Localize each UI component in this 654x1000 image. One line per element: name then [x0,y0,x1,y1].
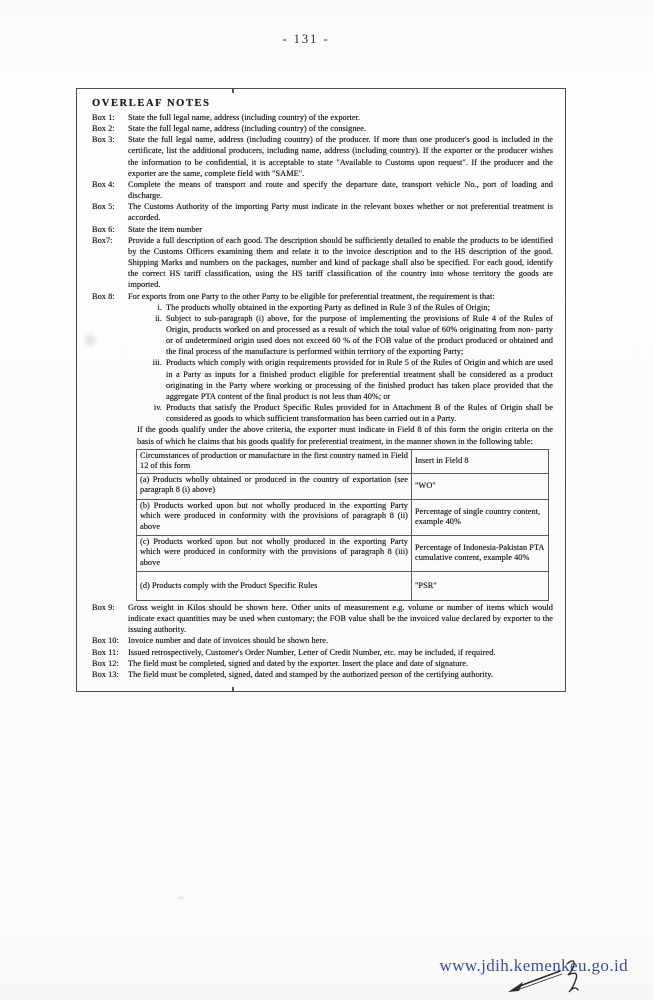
table-row-d [137,571,549,600]
note-box-1 [92,112,553,123]
note-label: Box 8: [92,291,115,301]
scan-tick-mark [232,89,234,93]
table-cell: "WO" [412,473,549,499]
note-label: Box7: [92,235,113,245]
note-label: Box 13: [92,669,119,679]
subitem-label: iv. [153,403,162,413]
note-box-3 [92,134,553,179]
note-label: Box 5: [92,202,115,212]
note-text: State the full legal name, address (including country) of the consignee. [128,124,367,134]
table-header-cell-circumstances: Circumstances of production or manufacture in the first country named in Field 12 of this form [137,449,412,473]
subitem-text: Subject to sub-paragraph (i) above, for the purpose of implementing the provisions of Rule 4 of the Rules of Origin, products worked on and processed as a result of which the total value of 60% originating from non- party or of undetermined origin used does not exceed 60 % of the FOB value of the product produced or obtained and the final process of the manufacture is performed within territory of the exporting Party; [166,313,553,357]
note-label: Box 9: [92,602,115,612]
table-row-c [137,535,549,571]
table-cell: "PSR" [412,571,549,600]
note-text: Invoice number and date of invoices should be shown here. [128,636,329,646]
table-cell: (a) Products wholly obtained or produced in the country of exportation (see paragraph 8 (i) above) [137,473,412,499]
table-row-a [137,473,549,499]
table-cell: (d) Products comply with the Product Specific Rules [137,571,412,600]
note-label: Box 4: [92,179,115,189]
signature-scribble-icon [498,958,598,1000]
note-text: State the item number [128,224,203,234]
subitem-label: iii. [152,358,162,368]
note-box-6 [92,224,553,235]
note-label: Box 3: [92,135,115,145]
scan-tick-mark [232,687,234,691]
note-box-8-subitem-ii [149,313,553,358]
table-cell: Percentage of single country content, example 40% [412,499,549,535]
note-label: Box 10: [92,636,119,646]
table-cell: Percentage of Indonesia-Pakistan PTA cumulative content, example 40% [412,535,549,571]
subitem-label: i. [157,302,162,312]
subitem-text: The products wholly obtained in the exporting Party as defined in Rule 3 of the Rules of Origin; [166,302,490,312]
note-text: Complete the means of transport and route and specify the departure date, transport vehicle No., port of loading and discharge. [128,179,553,201]
note-box-8-subitem-iv [149,402,553,424]
subitem-text: Products that satisfy the Product Specific Rules provided for in Attachment B of the Rules of Origin shall be considered as goods to which sufficient transformation has been carried out in a Party. [166,403,553,424]
page-number: - 131 - [282,32,330,46]
note-box-8-closing: If the goods qualify under the above criteria, the exporter must indicate in Field 8 of this form the origin criteria on the basis of which he claims that his goods qualify for preferential treatment, in the manner shown in the following table: [137,425,553,446]
note-box-8-subitem-i [149,302,553,313]
note-label: Box 12: [92,658,119,668]
note-box-7 [92,235,553,291]
note-text: State the full legal name, address (including country) of the producer. If more than one producer's good is included in the certificate, list the additional producers, including name, address (including country). If the exporter or the producer wishes the information to be confidential, it is acceptable to state "Available to Customs upon request". If the producer and the exporter are the same, complete field with "SAME". [128,135,553,178]
note-text: The Customs Authority of the importing Party must indicate in the relevant boxes whether or not preferential treatment is accorded. [128,202,553,223]
note-text: Provide a full description of each good. The description should be sufficiently detailed to enable the products to be identified by the Customs Officers examining them and relate it to the invoice description and to the HS description of the good. Shipping Marks and numbers on the packages, number and kind of package shall also be specified. For each good, identify the correct HS tariff classification, using the HS tariff classification of the country into whose territory the goods are imported. [128,235,553,290]
note-label: Box 2: [92,124,115,134]
note-box-9 [92,602,553,635]
subitem-label: ii. [155,313,162,323]
note-box-12 [92,658,553,669]
note-text: The field must be completed, signed, dated and stamped by the authorized person of the certifying authority. [128,669,493,679]
note-text: Issued retrospectively, Customer's Order Number, Letter of Credit Number, etc. may be included, if required. [128,647,496,657]
note-box-4 [92,179,553,201]
table-header-row [137,449,549,473]
watermark-url: www.jdih.kemenkeu.go.id [439,956,628,975]
note-box-8 [92,291,553,302]
note-box-10 [92,635,553,646]
note-text: State the full legal name, address (including country) of the exporter. [128,113,361,122]
table-header-cell-insert: Insert in Field 8 [412,449,549,473]
scan-smudge [176,896,186,900]
note-box-2 [92,123,553,134]
overleaf-notes-content [77,89,565,680]
note-text: The field must be completed, signed and dated by the exporter. Insert the place and date of signature. [128,658,469,668]
overleaf-title: OVERLEAF NOTES [92,98,211,109]
table-cell: (b) Products worked upon but not wholly produced in the exporting Party which were produced in conformity with the provisions of paragraph 8 (ii) above [137,499,412,535]
note-box-11 [92,647,553,658]
note-text: Gross weight in Kilos should be shown here. Other units of measurement e.g. volume or number of items which would indicate exact quantities may be used when customary; the FOB value shall be the invoiced value declared by exporter to the issuing authority. [128,602,553,635]
note-text: For exports from one Party to the other Party to be eligible for preferential treatment, the requirement is that: [128,291,495,301]
origin-criteria-table [136,449,549,601]
note-box-13 [92,669,553,680]
note-box-8-subitem-iii [149,357,553,402]
table-row-b [137,499,549,535]
overleaf-notes-box [76,88,566,692]
note-label: Box 11: [92,647,119,657]
subitem-text: Products which comply with origin requirements provided for in Rule 5 of the Rules of Origin and which are used in a Party as inputs for a finished product eligible for preferential treatment shall be considered as a product originating in the Party where working or processing of the finished product has taken place provided that the aggregate PTA content of the final product is not less than 40%; or [166,358,553,401]
note-label: Box 1: [92,113,115,122]
note-box-5 [92,201,553,223]
note-label: Box 6: [92,224,115,234]
table-cell: (c) Products worked upon but not wholly produced in the exporting Party which were produced in conformity with the provisions of paragraph 8 (iii) above [137,535,412,571]
scan-smudge [82,330,98,350]
